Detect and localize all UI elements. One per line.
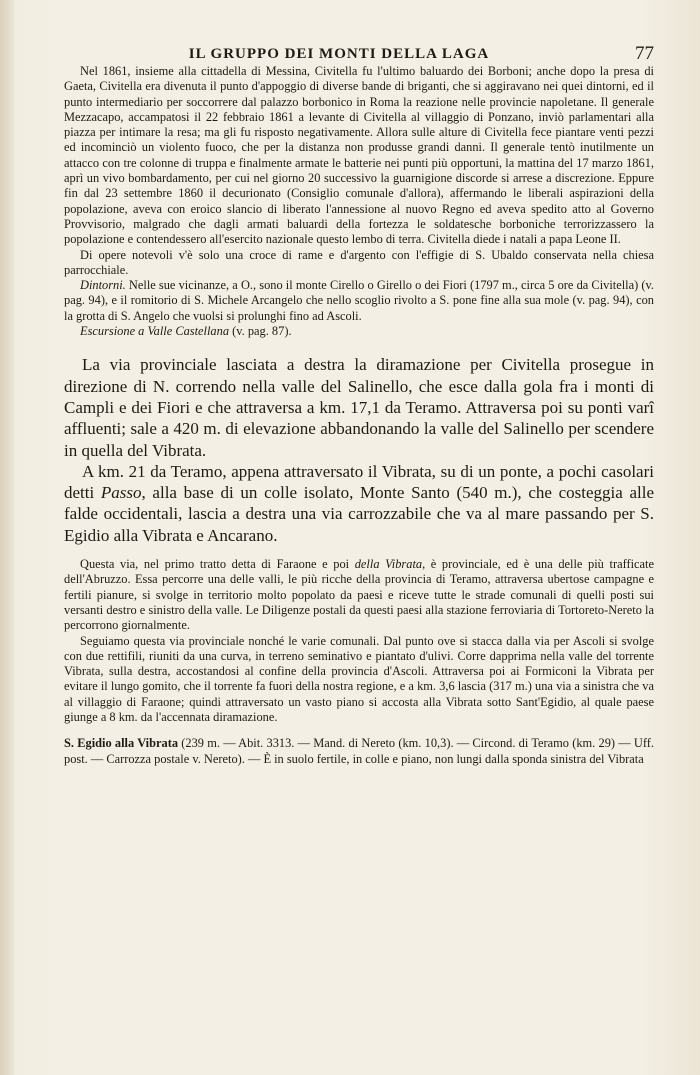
running-title: IL GRUPPO DEI MONTI DELLA LAGA — [188, 46, 490, 62]
road-paragraph-2: Seguiamo questa via provinciale nonché le varie comunali. Dal punto ove si stacca dalla via per Ascoli si svolge con due rettifili, riuniti da una curva, in terreno seminativo e piantato d'ulivi. Corre dapprima nella valle del torrente Vibrata, sulla destra, accostandosi al confine della provincia d'Ascoli. Attraversa poi ai Formiconi la Vibrata per evitare il lungo gomito, che il torrente fa fuori della nostra regione, e a km. 3,6 lascia (317 m.) una via a sinistra che va al villaggio di Faraone; quindi attraversato un vasto piano si accosta alla Vibrata sotto Sant'Egidio, al quale paese giunge a 8 km. da l'accennata diramazione. — [64, 633, 654, 724]
road-description-section — [64, 557, 654, 725]
surroundings-text: Nelle sue vicinanze, a O., sono il monte Cirello o Girello o dei Fiori (1797 m., circa 5 ore da Civitella) (v. pag. 94), e il romitorio di S. Michele Arcangelo che nello scoglio rivolto a S. pone fine alla sua mole (v. pag. 94), con la grotta di S. Angelo che vuolsi si prolunghi fino ad Ascoli. — [64, 278, 654, 323]
place-name-passo: Passo — [100, 483, 142, 503]
historical-section — [64, 64, 654, 339]
route-paragraph-1: La via provinciale lasciata a destra la diramazione per Civitella prosegue in direzione di N. correndo nella valle del Salinello, che esce dalla gola fra i monti di Campli e dei Fiori e che attraversa a km. 17,1 da Teramo. Attraversa poi su ponti varî affluenti; sale a 420 m. di elevazione abbandonando la valle del Salinello per scendere in quella del Vibrata. — [64, 355, 654, 460]
excursion-text: (v. pag. 87). — [229, 324, 292, 339]
route-section — [64, 354, 654, 546]
route-text-b: , alla base di un colle isolato, Monte Santo (540 m.), che costeggia alle falde occidentali, lascia a destra una via carrozzabile che va al mare passando per S. Egidio alla Vibrata e Ancarano. — [64, 483, 654, 545]
town-title: S. Egidio alla Vibrata — [64, 736, 179, 751]
surroundings-paragraph — [64, 278, 654, 324]
history-paragraph: Nel 1861, insieme alla cittadella di Messina, Civitella fu l'ultimo baluardo dei Borboni; anche dopo la presa di Gaeta, Civitella era divenuta il punto d'appoggio di diverse bande di briganti, che si aggiravano nei quei dintorni, ed il punto intermediario per soccorrere dal palazzo borbonico in Roma la reazione nelle provincie napoletane. Il generale Mezzacapo, accampatosi il 22 febbraio 1861 a levante di Civitella al villaggio di Ponzano, inviò parlamentari alla piazza per intimare la resa; ma gli fu risposto negativamente. Allora sulle alture di Civitella fece piantare venti pezzi ed incominciò un violento fuoco, che per la distanza non produsse grandi danni. Il generale tentò inutilmente un attacco con tre colonne di truppa e finalmente armate le batterie nei punti più opportuni, la mattina del 17 marzo 1861, aprì un vivo bombardamento, per cui nel giorno 20 successivo la guarnigione discorde si arrese a discrezione. Eppure fin dal 23 settembre 1860 il decurionato (Consiglio comunale d'allora), affermando le liberali aspirazioni della popolazione, aveva con eroico slancio di liberato l'annessione al nuovo Regno ed aveva spedito atto al Governo Provvisorio, malgrado che dagli armati baluardi della fortezza le soldatesche borboniche terrorizzassero la popolazione e contendessero all'esercito nazionale questo lembo di terra. Civitella diede i natali a papa Leone II. — [64, 64, 654, 247]
excursion-paragraph — [64, 324, 654, 339]
binding-shadow — [0, 0, 14, 1075]
page-number: 77 — [635, 43, 654, 64]
town-text: (239 m. — Abit. 3313. — Mand. di Nereto (km. 10,3). — Circond. di Teramo (km. 29) — Uff. post. — Carrozza postale v. Nereto). — È in suolo fertile, in colle e piano, non lungi dalla sponda sinistra del Vibrata — [64, 736, 654, 766]
excursion-label: Escursione a Valle Castellana — [80, 324, 230, 339]
town-paragraph — [64, 736, 654, 767]
road-name: della Vibrata — [354, 557, 423, 572]
road-text-b: , è provinciale, ed è una delle più trafficate dell'Abruzzo. Essa percorre una delle valli, le più ricche della provincia di Teramo, attraversa ubertose campagne e fertili pianure, si svolge in territorio molto popolato da paesi e riceve tutte le strade comunali di quelli posti sui versanti destro e sinistro della valle. Le Diligenze postali da questi paesi alla stazione ferroviaria di Tortoreto-Nereto la percorrono giornalmente. — [64, 557, 654, 633]
route-text-a: A km. 21 da Teramo, appena attraversato il Vibrata, su di un ponte, a pochi casolari detti — [64, 461, 654, 503]
road-text-a: Questa via, nel primo tratto detta di Faraone e poi — [80, 557, 355, 572]
page-header — [64, 0, 654, 64]
town-entry — [64, 736, 654, 767]
monuments-paragraph: Di opere notevoli v'è solo una croce di rame e d'argento con l'effigie di S. Ubaldo conservata nella chiesa parrocchiale. — [64, 247, 654, 277]
route-paragraph-2 — [64, 461, 654, 546]
surroundings-label: Dintorni. — [80, 278, 126, 293]
road-paragraph-1 — [64, 557, 654, 633]
